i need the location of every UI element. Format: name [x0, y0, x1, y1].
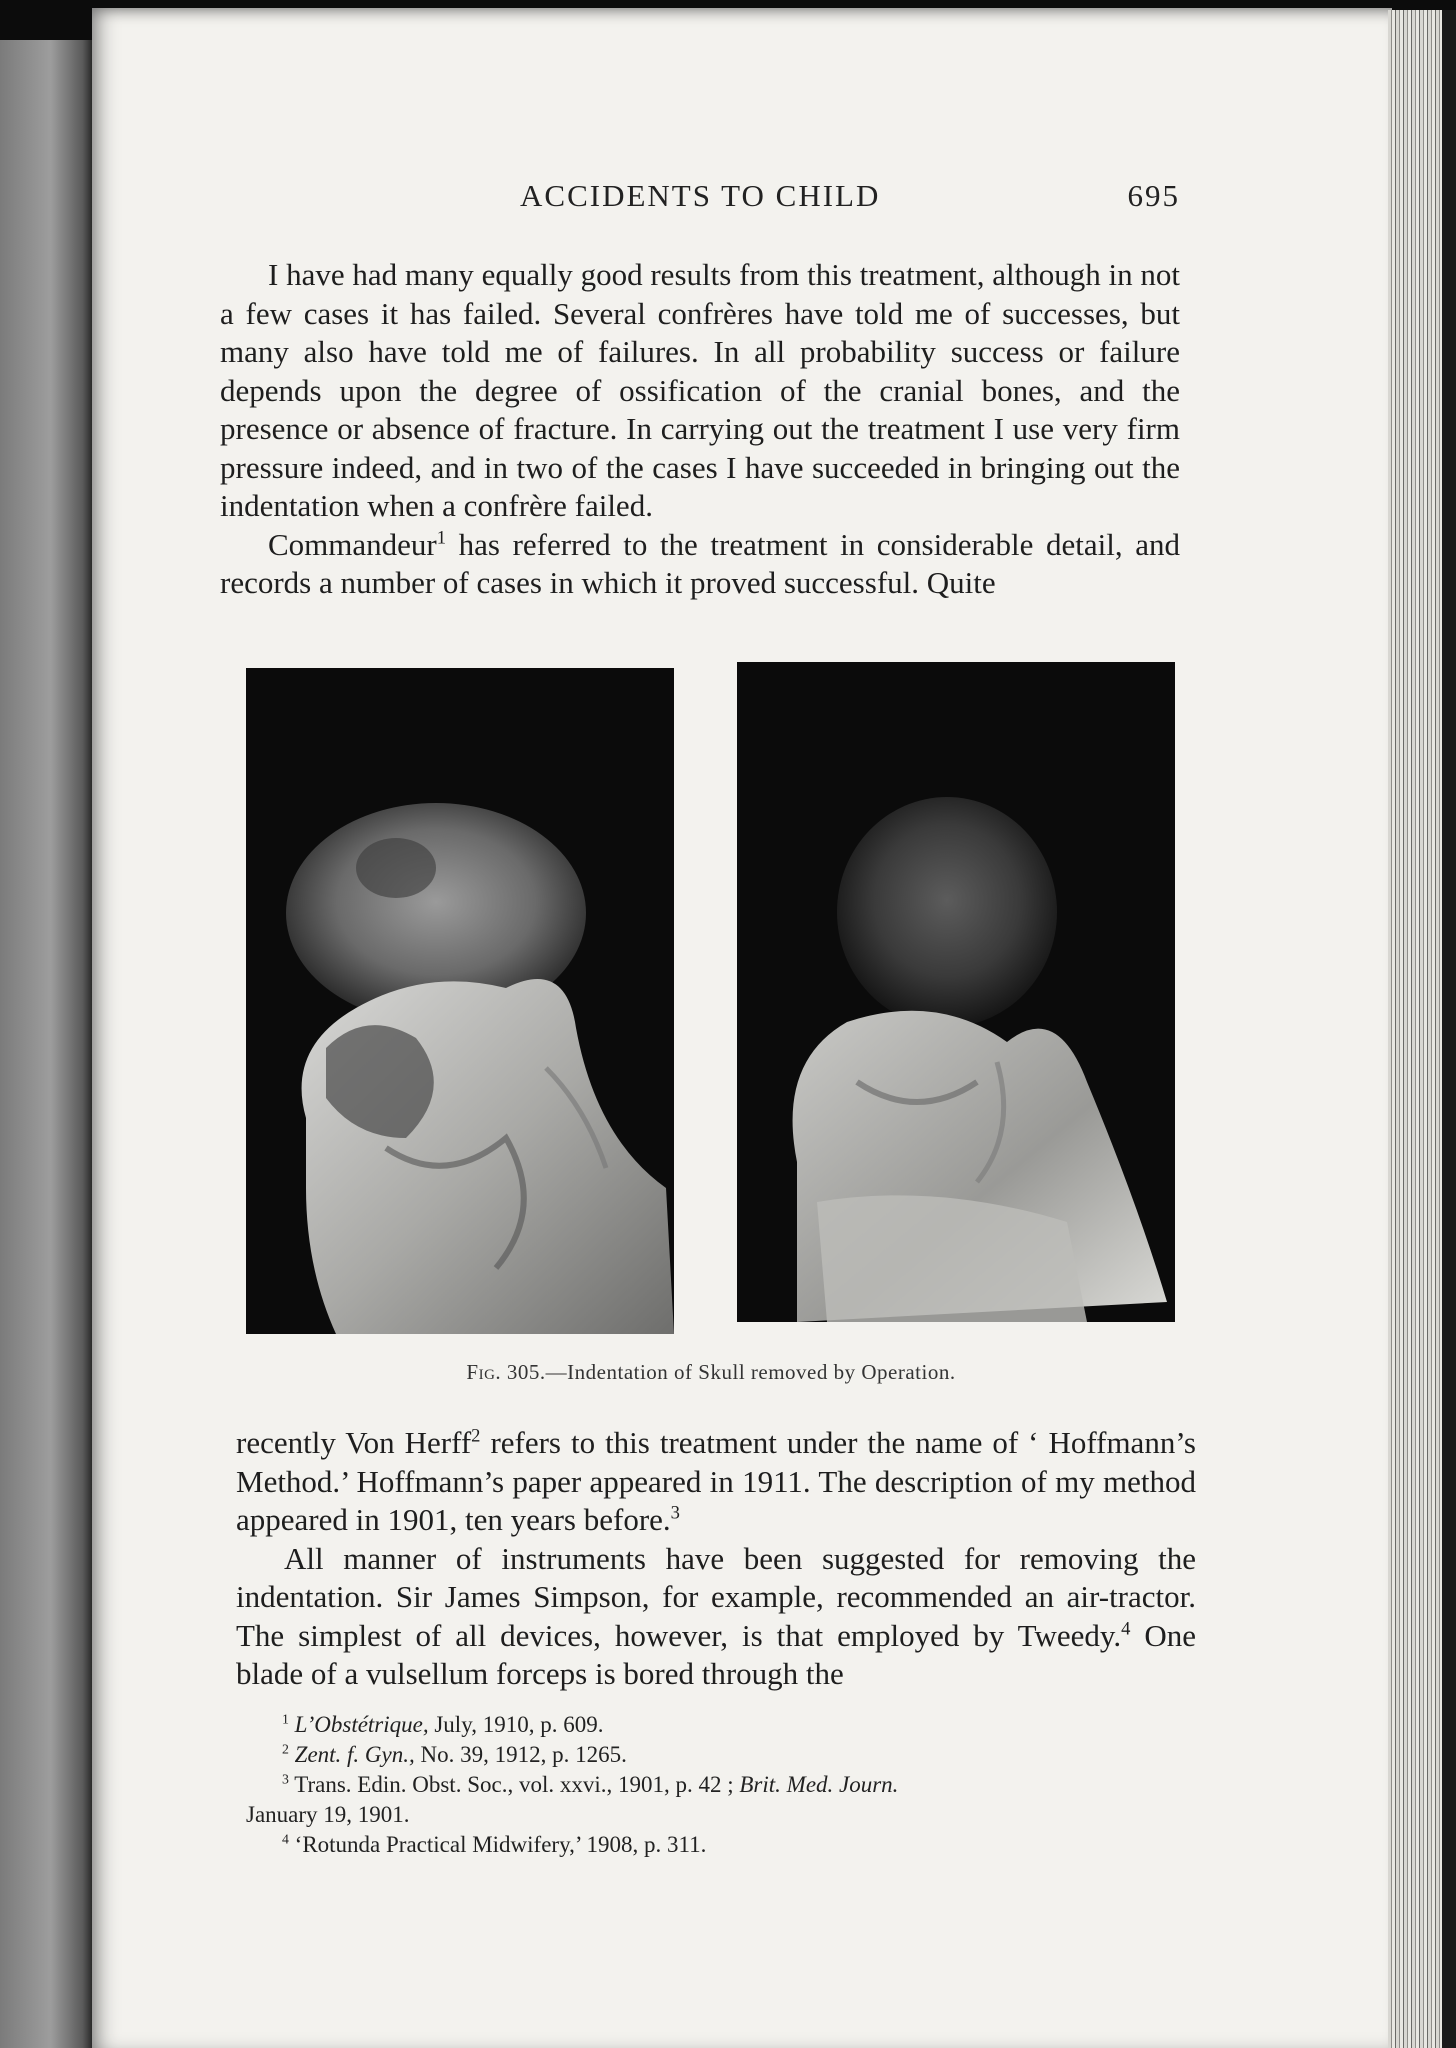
footnote-ref: 4: [1121, 1618, 1131, 1640]
footnotes: [246, 1710, 1196, 1860]
page-number: 695: [1127, 178, 1180, 213]
bottom-text-block: [236, 1424, 1196, 1694]
running-title: ACCIDENTS TO CHILD: [520, 178, 881, 213]
top-text-block: [220, 256, 1180, 603]
figure-label: Fig. 305.: [466, 1360, 546, 1384]
paragraph: I have had many equally good results from this treatment, although in not a few cases it has failed. Several confrères have told me of successes, but many also have told me of failures. In all probability success or failure depends upon the degree of ossification of the cranial bones, and the presence or absence of fracture. In carrying out the treatment I use very firm pressure indeed, and in two of the cases I have succeeded in bringing out the indentation when a confrère failed.: [220, 257, 1180, 523]
footnote-ref: 3: [670, 1502, 680, 1524]
figure-photo-right: [737, 662, 1175, 1322]
footnote-ref: 2: [471, 1425, 481, 1447]
figure-caption: [246, 1360, 1176, 1385]
footnote: $^4$ ‘Rotunda Practical Midwifery,’ 1908, p. 311.: [282, 1831, 707, 1857]
facing-page-edge: [0, 40, 92, 2048]
footnote-ref: 1: [436, 527, 447, 549]
footnote: $^2$ Zent. f. Gyn., No. 39, 1912, p. 1265.: [282, 1741, 627, 1767]
footnote-continuation: January 19, 1901.: [246, 1802, 410, 1827]
paragraph: Commandeur$^1$ has referred to the treatment in considerable detail, and records a number of cases in which it proved successful. Quite: [220, 526, 1180, 600]
footnote: $^3$ Trans. Edin. Obst. Soc., vol. xxvi., 1901, p. 42 ; Brit. Med. Journ.: [282, 1771, 899, 1797]
figure-photo-left: [246, 668, 674, 1334]
figure-caption-text: —Indentation of Skull removed by Operation.: [545, 1360, 956, 1384]
paragraph: recently Von Herff$^2$ refers to this treatment under the name of ‘ Hoffmann’s Method.’ Hoffmann’s paper appeared in 1911. The description of my method appeared in 1901, ten years before.$^3$: [236, 1425, 1196, 1537]
footnote: $^1$ L’Obstétrique, July, 1910, p. 609.: [282, 1711, 604, 1737]
paragraph: All manner of instruments have been suggested for removing the indentation. Sir James Simpson, for example, recommended an air-tractor. The simplest of all devices, however, is that employed by Tweedy.$^4$ One blade of a vulsellum forceps is bored through the: [236, 1540, 1196, 1691]
page-stack-edge: [1388, 10, 1456, 2048]
